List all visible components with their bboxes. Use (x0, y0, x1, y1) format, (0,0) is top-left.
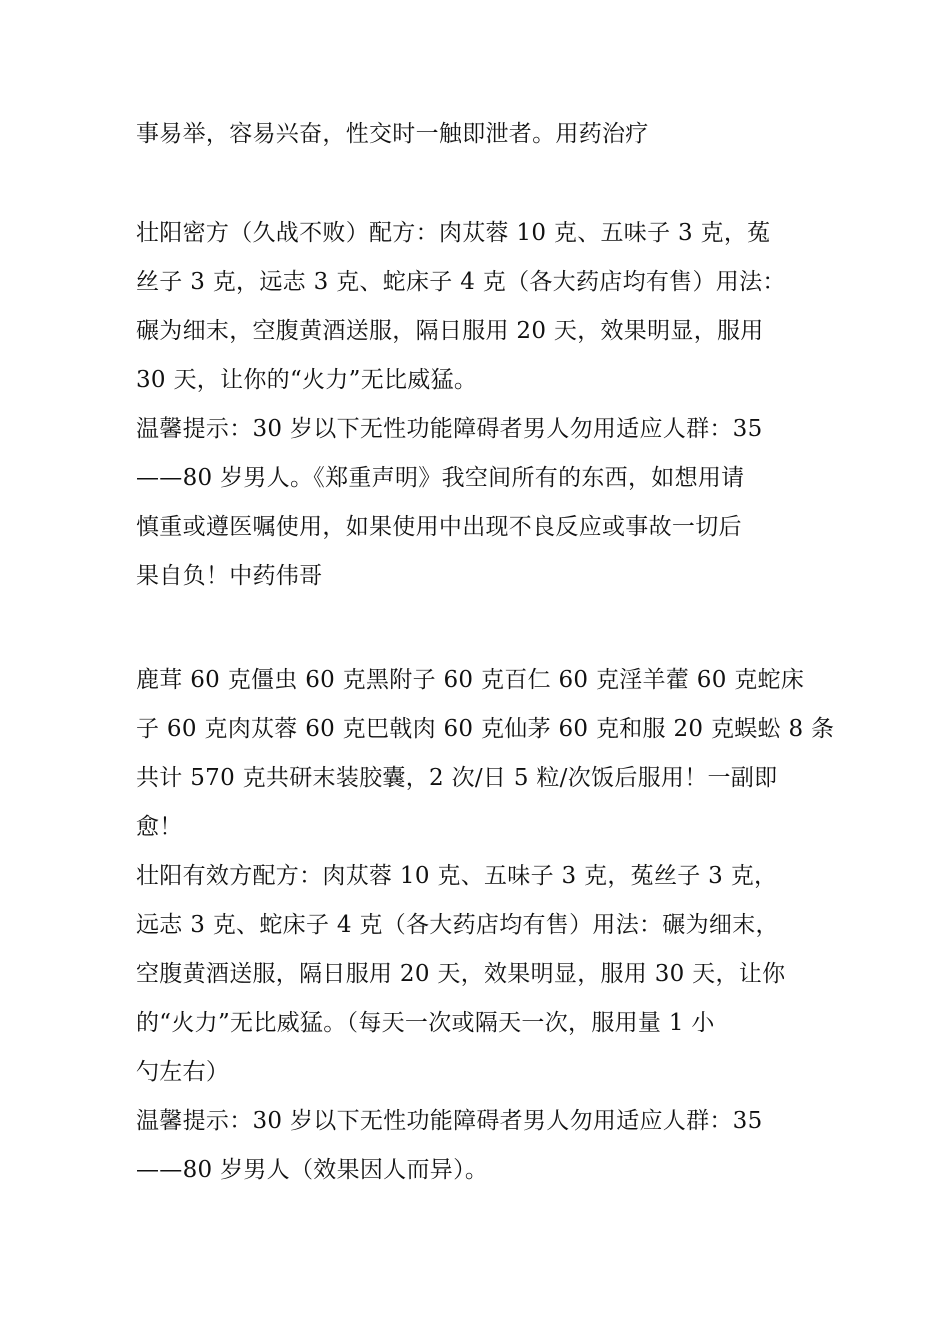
text-line: 事易举，容易兴奋，性交时一触即泄者。用药治疗 (136, 121, 649, 147)
text-line: 空腹黄酒送服，隔日服用 20 天，效果明显，服用 30 天，让你 (136, 961, 786, 987)
text-line: 30 天，让你的“火力”无比威猛。 (136, 367, 478, 393)
text-line: 的“火力”无比威猛。（每天一次或隔天一次，服用量 1 小 (136, 1010, 715, 1036)
text-line: 子 60 克肉苁蓉 60 克巴戟肉 60 克仙茅 60 克和服 20 克蜈蚣 8 条 (136, 716, 835, 742)
paragraph-prescription-1 (136, 209, 836, 601)
text-line: ——80 岁男人。《郑重声明》我空间所有的东西，如想用请 (136, 465, 745, 491)
text-line: 慎重或遵医嘱使用，如果使用中出现不良反应或事故一切后 (136, 514, 742, 540)
text-line: 丝子 3 克，远志 3 克、蛇床子 4 克（各大药店均有售）用法： (136, 269, 786, 295)
paragraph-prescription-2 (136, 656, 836, 1195)
text-line: 愈！ (136, 814, 183, 840)
text-line: 温馨提示：30 岁以下无性功能障碍者男人勿用适应人群：35 (136, 416, 763, 442)
text-line: 壮阳密方（久战不败）配方：肉苁蓉 10 克、五味子 3 克，菟 (136, 220, 771, 246)
text-line: 壮阳有效方配方：肉苁蓉 10 克、五味子 3 克，菟丝子 3 克， (136, 863, 778, 889)
text-line: 共计 570 克共研末装胶囊，2 次/日 5 粒/次饭后服用！一副即 (136, 765, 778, 791)
text-line: 碾为细末，空腹黄酒送服，隔日服用 20 天，效果明显，服用 (136, 318, 764, 344)
text-line: 果自负！中药伟哥 (136, 563, 323, 589)
text-line: 勺左右） (136, 1059, 230, 1085)
text-line: ——80 岁男人（效果因人而异）。 (136, 1157, 489, 1183)
paragraph-intro-fragment (136, 110, 836, 159)
text-line: 鹿茸 60 克僵虫 60 克黑附子 60 克百仁 60 克淫羊藿 60 克蛇床 (136, 667, 805, 693)
text-line: 远志 3 克、蛇床子 4 克（各大药店均有售）用法：碾为细末， (136, 912, 779, 938)
text-line: 温馨提示：30 岁以下无性功能障碍者男人勿用适应人群：35 (136, 1108, 763, 1134)
